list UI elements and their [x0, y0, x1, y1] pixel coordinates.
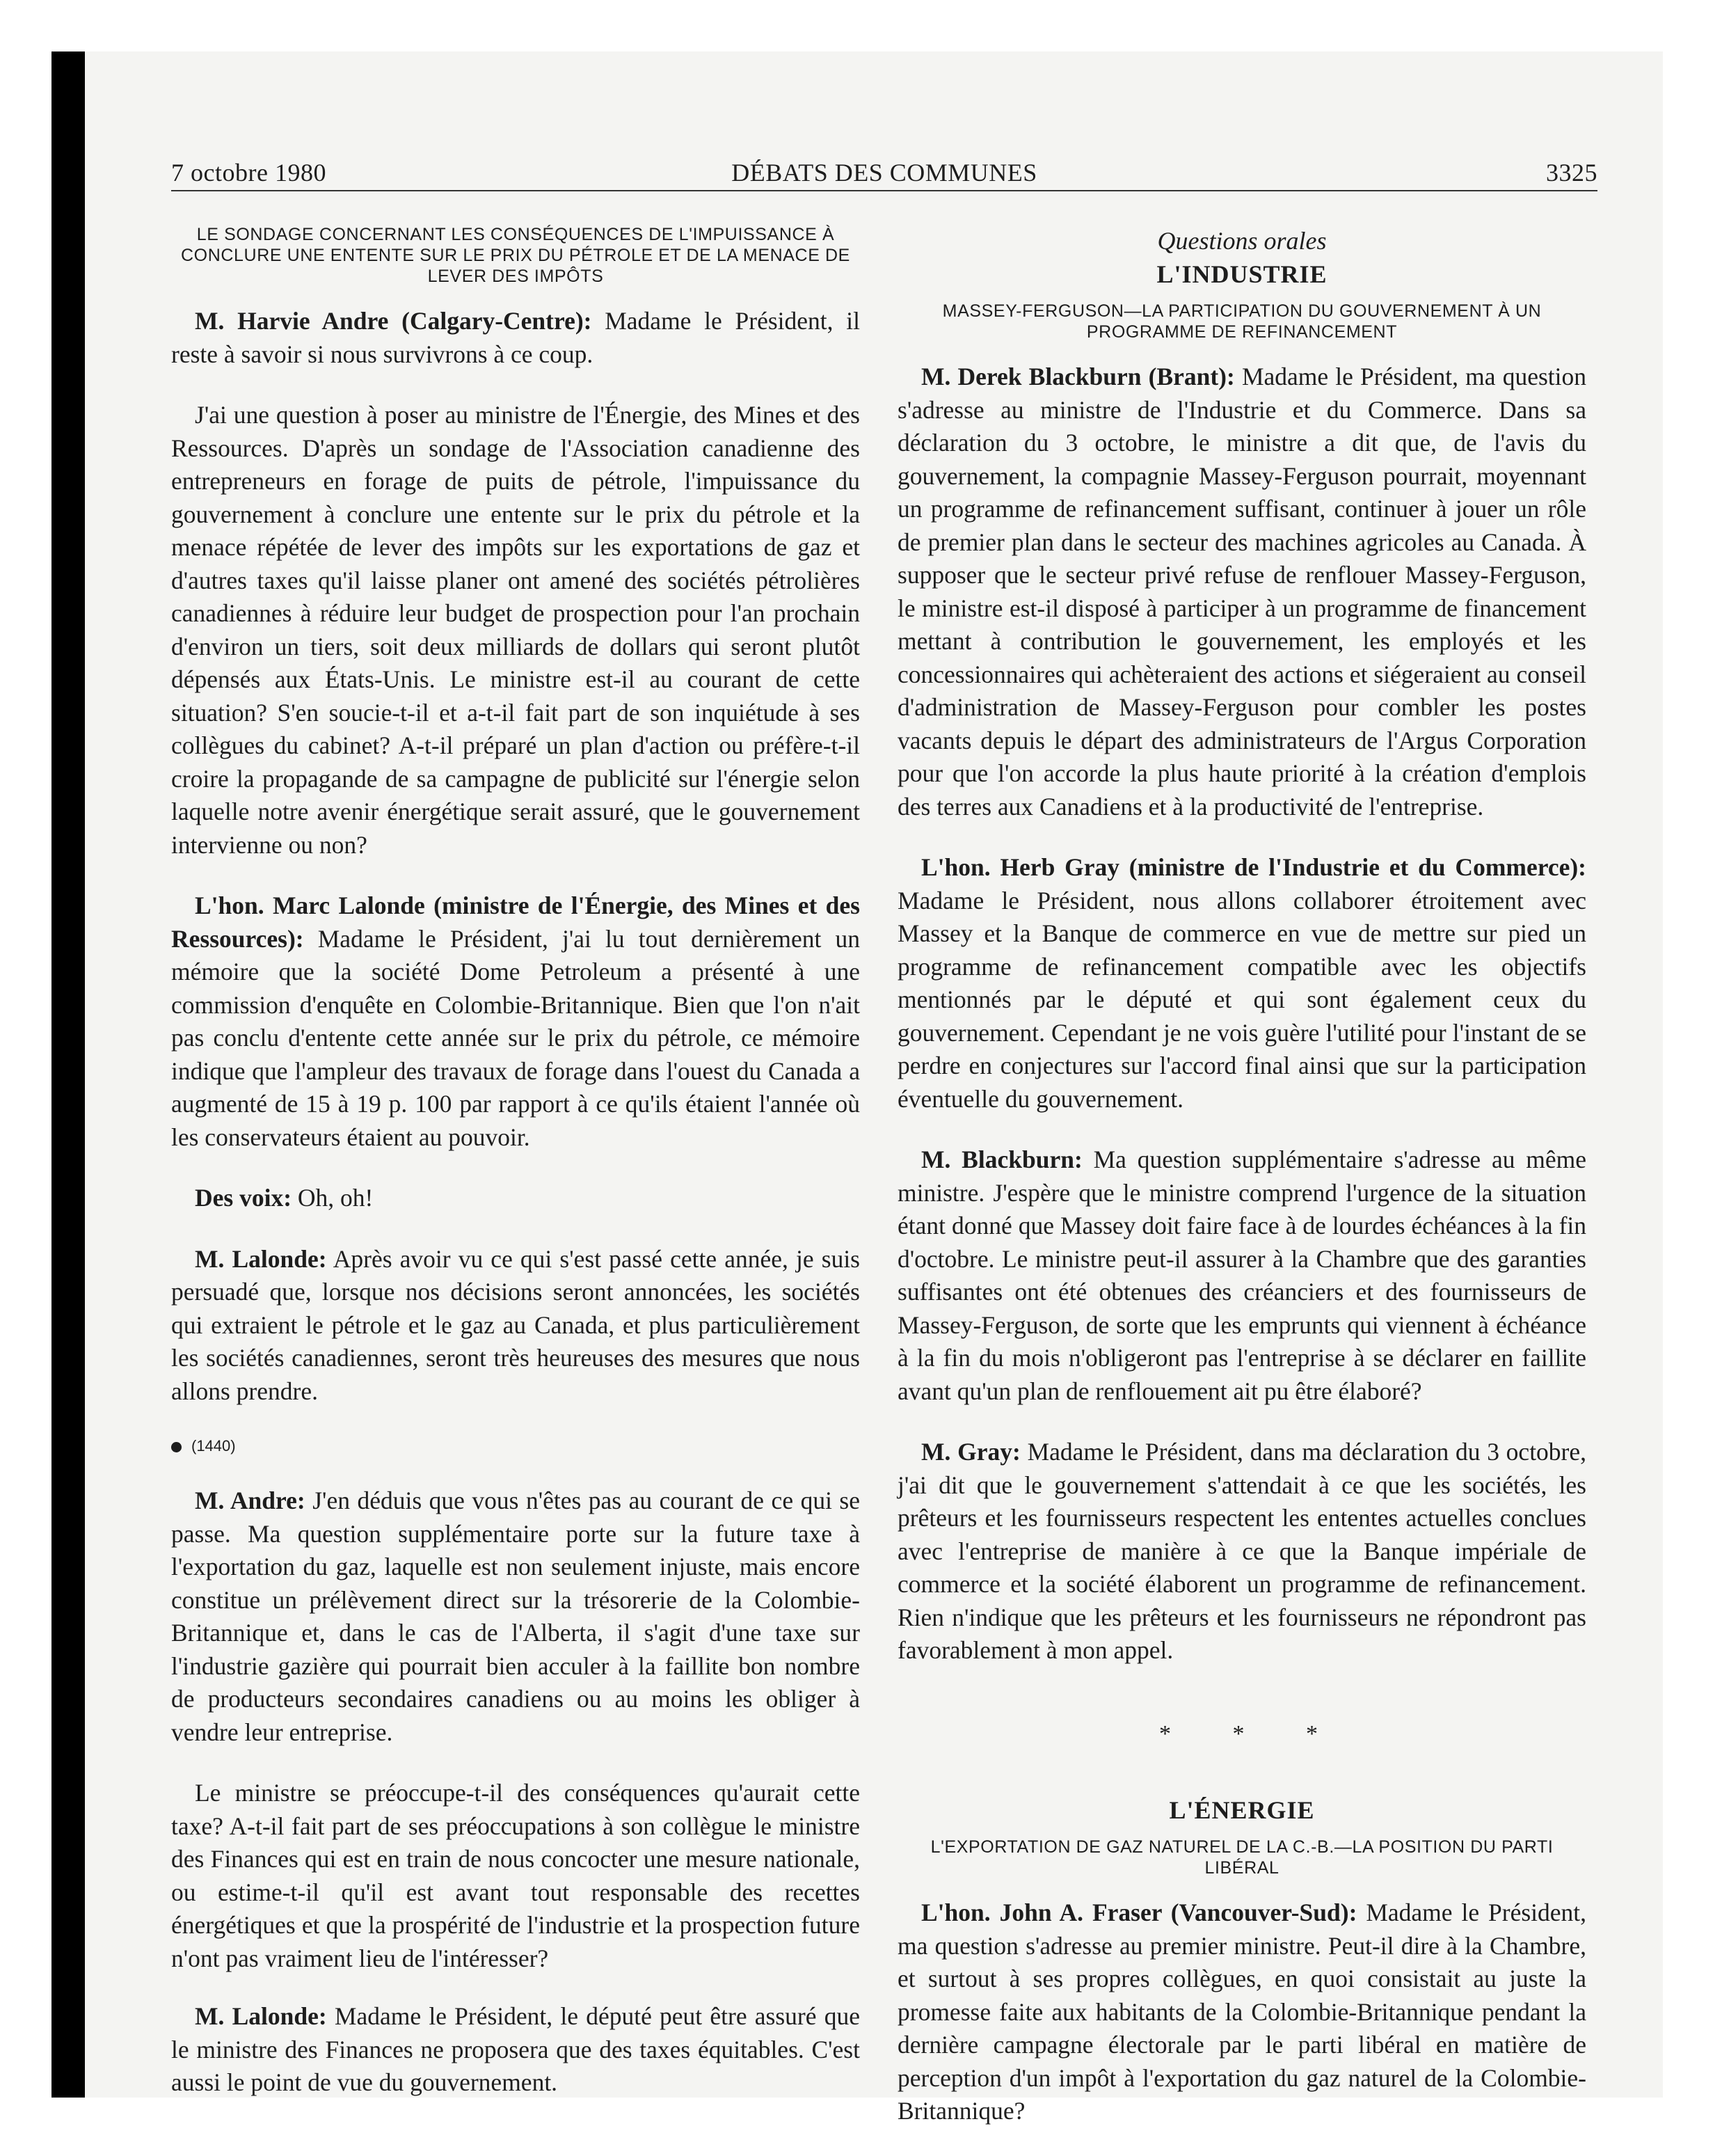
speaker-name: M. Andre: — [195, 1487, 305, 1514]
speech-text: Madame le Président, dans ma déclaration du 3 octobre, j'ai dit que le gouvernement s'attendait à ce que les sociétés, les prêteurs et les fournisseurs respectent les ententes actuelles conclues avec l'entreprise de manière à ce que la Banque impériale de commerce et la société élaborent un programme de refinancement. Rien n'indique que les prêteurs et les fournisseurs ne répondront pas favorablement à mon appel. — [898, 1438, 1587, 1664]
speech-text: Madame le Président, le député peut être assuré que le ministre des Finances ne proposera que des taxes équitables. C'est aussi le point de vue du gouvernement. — [171, 2002, 860, 2096]
speech-paragraph — [171, 305, 860, 371]
speech-paragraph — [898, 1436, 1586, 1667]
header-page-number: 3325 — [1546, 159, 1597, 187]
speech-text: Ma question supplémentaire s'adresse au même ministre. J'espère que le ministre comprend l'urgence de la situation étant donné que Massey doit faire face à de lourdes échéances à la fin d'octobre. Le ministre peut-il assurer à la Chambre que des garanties suffisantes ont été obtenues des créanciers et des fournisseurs de Massey-Ferguson, de sorte que les emprunts qui viennent à échéance à la fin du mois n'obligeront pas l'entreprise à se déclarer en faillite avant qu'un plan de renflouement ait pu être élaboré? — [898, 1146, 1586, 1405]
time-marker-label: (1440) — [191, 1437, 236, 1454]
left-column — [171, 224, 860, 2127]
right-column — [898, 224, 1586, 2156]
speech-text: Oh, oh! — [292, 1184, 374, 1212]
speech-paragraph — [898, 360, 1586, 823]
speech-paragraph — [898, 851, 1586, 1116]
speaker-name: M. Blackburn: — [921, 1146, 1083, 1173]
speaker-name: M. Harvie Andre (Calgary-Centre): — [195, 307, 592, 335]
speaker-name: M. Derek Blackburn (Brant): — [921, 363, 1235, 390]
bullet-dot-icon — [171, 1442, 182, 1452]
section-heading: LE SONDAGE CONCERNANT LES CONSÉQUENCES DE L'IMPUISSANCE À CONCLURE UNE ENTENTE SUR LE PRIX DU PÉTROLE ET DE LA MENACE DE LEVER DES IMPÔTS — [181, 225, 850, 286]
time-marker — [171, 1436, 860, 1457]
topic-heading: L'INDUSTRIE — [1156, 260, 1328, 288]
section-heading: MASSEY-FERGUSON—LA PARTICIPATION DU GOUVERNEMENT À UN PROGRAMME DE REFINANCEMENT — [942, 301, 1542, 342]
speech-paragraph: J'ai une question à poser au ministre de l'Énergie, des Mines et des Ressources. D'après un sondage de l'Association canadienne des entrepreneurs en forage de puits de pétrole, l'impuissance du gouvernement à conclure une entente sur le prix du pétrole et la menace répétée de lever des impôts sur les exportations de gaz et d'autres taxes qu'il laisse planer ont amené des sociétés pétrolières canadiennes à réduire leur budget de prospection pour l'an prochain d'environ un tiers, soit deux milliards de dollars qui seront plutôt dépensés aux États-Unis. Le ministre est-il au courant de cette situation? S'en soucie-t-il et a-t-il fait part de son inquiétude à ses collègues du cabinet? A-t-il préparé un plan d'action ou préfère-t-il croire la propagande de sa campagne de publicité sur l'énergie selon laquelle notre avenir énergétique serait assuré, que le gouvernement intervienne ou non? — [171, 401, 860, 859]
speech-text: Après avoir vu ce qui s'est passé cette année, je suis persuadé que, lorsque nos décisions seront annoncées, les sociétés qui extraient le pétrole et le gaz au Canada, et plus particulièrement les sociétés canadiennes, seront très heureuses des mesures que nous allons prendre. — [171, 1244, 860, 1405]
speaker-name: M. Lalonde: — [195, 2002, 327, 2030]
speech-paragraph — [171, 1484, 860, 1749]
speech-paragraph — [171, 889, 860, 1154]
speech-text: Madame le Président, nous allons collaborer étroitement avec Massey et la Banque de commerce en vue de mettre sur pied un programme de refinancement compatible avec les objectifs mentionnés par le député et qui sont également ceux du gouvernement. Cependant je ne vois guère l'utilité pour l'instant de se perdre en conjectures sur l'accord final ainsi que sur la participation éventuelle du gouvernement. — [898, 886, 1586, 1113]
scan-border — [51, 51, 85, 2098]
speech-paragraph: Le ministre se préoccupe-t-il des conséquences qu'aurait cette taxe? A-t-il fait part de ses préoccupations à son collègue le ministre des Finances qui est en train de nous concocter une mesure nationale, ou estime-t-il qu'il est avant tout responsable des recettes énergétiques et que la prospérité de l'industrie et la prospection future n'ont pas vraiment lieu de l'intéresser? — [171, 1779, 860, 1972]
speech-paragraph — [171, 1182, 860, 1215]
speaker-name: L'hon. Herb Gray (ministre de l'Industrie et du Commerce): — [921, 853, 1586, 881]
header-title: DÉBATS DES COMMUNES — [731, 159, 1037, 187]
speech-text: Madame le Président, ma question s'adresse au ministre de l'Industrie et du Commerce. Dans sa déclaration du 3 octobre, le ministre a dit que, de l'avis du gouvernement, la compagnie Massey-Ferguson pourrait, moyennant un programme de refinancement suffisant, continuer à jouer un rôle de premier plan dans le secteur des machines agricoles au Canada. À supposer que le secteur privé refuse de renflouer Massey-Ferguson, le ministre est-il disposé à participer à un programme de financement mettant à contribution le gouvernement, les employés et les concessionnaires qui achèteraient des actions et siégeraient au conseil d'administration de Massey-Ferguson pour combler les postes vacants depuis le départ des administrateurs de l'Argus Corporation pour que l'on accorde la plus haute priorité à la création d'emplois des terres aux Canadiens et à la productivité de l'entreprise. — [898, 363, 1586, 821]
topic-heading: L'ÉNERGIE — [1169, 1796, 1315, 1824]
speaker-name: Des voix: — [195, 1184, 292, 1212]
rubric-title: Questions orales — [1157, 227, 1327, 255]
speech-text: J'en déduis que vous n'êtes pas au courant de ce qui se passe. Ma question supplémentaire porte sur la future taxe à l'exportation du gaz, laquelle est non seulement injuste, mais encore constitue un prélèvement direct sur la trésorerie de la Colombie-Britannique et, dans le cas de l'Alberta, il s'agit d'une taxe sur l'industrie gazière qui pourrait bien acculer à la faillite bon nombre de producteurs secondaires canadiens ou au moins les obliger à vendre leur entreprise. — [171, 1487, 860, 1746]
speaker-name: L'hon. Marc Lalonde (ministre de l'Énergie, des Mines et des Ressources): — [171, 891, 860, 953]
running-header — [171, 157, 1597, 192]
header-rule — [171, 190, 1597, 191]
speaker-name: M. Lalonde: — [195, 1244, 327, 1273]
speech-text: Madame le Président, ma question s'adresse au premier ministre. Peut-il dire à la Chambre, et surtout à ses propres collègues, en quoi consistait au juste la promesse faite aux habitants de la Colombie-Britannique pendant la dernière campagne électorale par le parti libéral en matière de perception d'un impôt à l'exportation du gaz naturel de la Colombie-Britannique? — [898, 1899, 1587, 2125]
speech-paragraph — [171, 2000, 860, 2100]
section-heading: L'EXPORTATION DE GAZ NATUREL DE LA C.-B.—LA POSITION DU PARTI LIBÉRAL — [930, 1837, 1554, 1878]
section-separator: * * * — [1159, 1720, 1346, 1747]
speaker-name: M. Gray: — [921, 1438, 1021, 1466]
speech-paragraph — [898, 1143, 1586, 1408]
header-date: 7 octobre 1980 — [171, 159, 326, 187]
speech-text: Madame le Président, il reste à savoir si nous survivrons à ce coup. — [171, 307, 860, 368]
speech-paragraph — [171, 1243, 860, 1409]
speech-text: Madame le Président, j'ai lu tout dernièrement un mémoire que la société Dome Petroleum a présenté à une commission d'enquête en Colombie-Britannique. Bien que l'on n'ait pas conclu d'entente cette année sur le prix du pétrole, ce mémoire indique que l'ampleur des travaux de forage dans l'ouest du Canada a augmenté de 15 à 19 p. 100 par rapport à ce qu'ils étaient l'année où les conservateurs étaient au pouvoir. — [171, 924, 860, 1151]
speaker-name: L'hon. John A. Fraser (Vancouver-Sud): — [921, 1899, 1357, 1926]
speech-paragraph — [898, 1896, 1586, 2128]
